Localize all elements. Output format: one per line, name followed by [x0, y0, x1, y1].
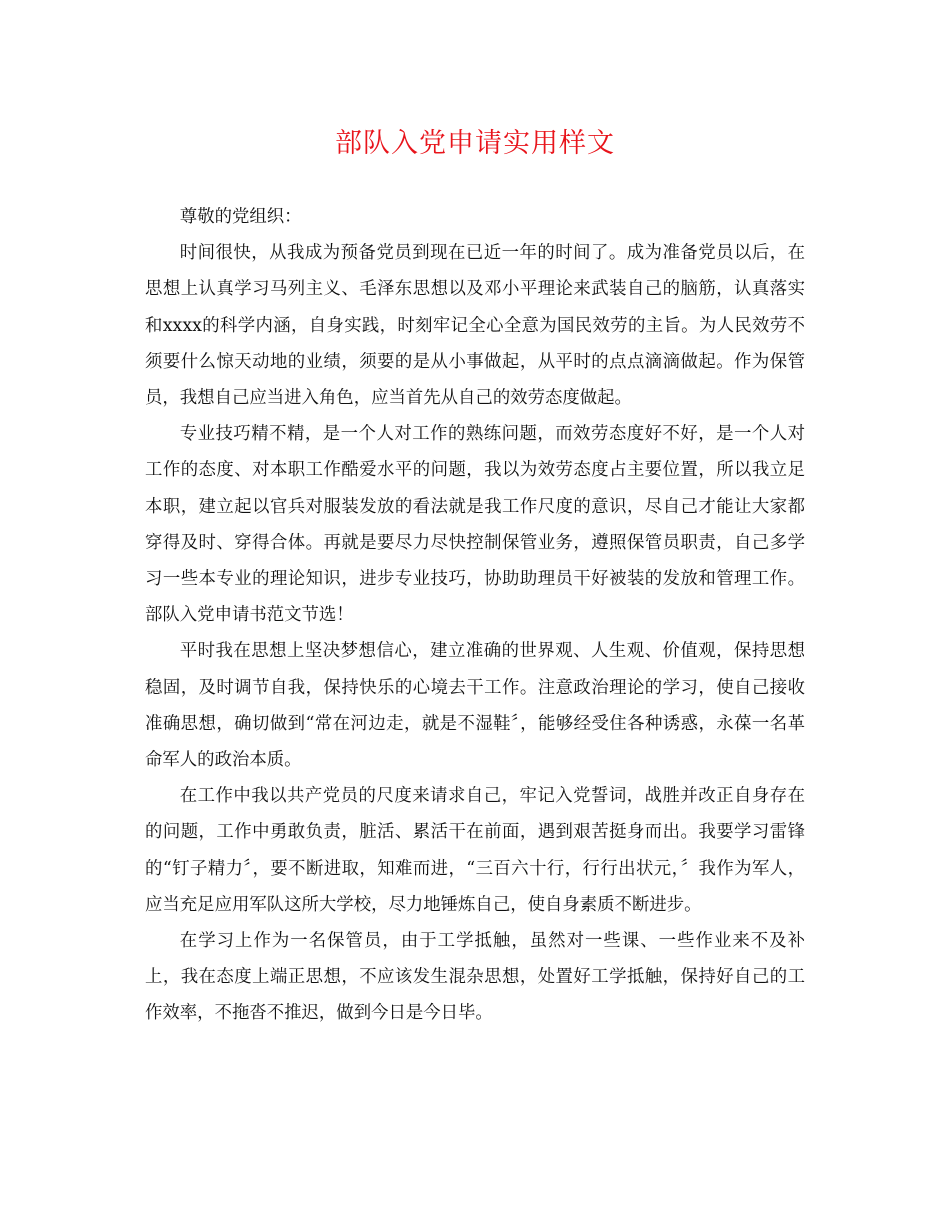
salutation: 尊敬的党组织：	[179, 207, 302, 227]
document-body	[145, 199, 805, 1032]
paragraph-5: 在学习上作为一名保管员，由于工学抵触，虽然对一些课、一些作业来不及补上，我在态度上端正思想，不应该发生混杂思想，处置好工学抵触，保持好自己的工作效率，不拖沓不推迟，做到今日是今日毕。	[145, 931, 805, 1024]
paragraph-4: 在工作中我以共产党员的尺度来请求自己，牢记入党誓词，战胜并改正自身存在的问题，工作中勇敢负责，脏活、累活干在前面，遇到艰苦挺身而出。我要学习雷锋的“钉子精力〞，要不断进取，知难而进，“三百六十行，行行出状元，〞我作为军人，应当充足应用军队这所大学校，尽力地锤炼自己，使自身素质不断进步。	[145, 786, 805, 915]
paragraph-3: 平时我在思想上坚决梦想信心，建立准确的世界观、人生观、价值观，保持思想稳固，及时调节自我，保持快乐的心境去干工作。注意政治理论的学习，使自己接收准确思想，确切做到“常在河边走，就是不湿鞋〞，能够经受住各种诱惑，永葆一名革命军人的政治本质。	[145, 641, 805, 771]
document-title: 部队入党申请实用样文	[335, 128, 615, 159]
paragraph-1: 时间很快，从我成为预备党员到现在已近一年的时间了。成为准备党员以后，在思想上认真学习马列主义、毛泽东思想以及邓小平理论来武装自己的脑筋，认真落实和xxxx的科学内涵，自身实践，时刻牢记全心全意为国民效劳的主旨。为人民效劳不须要什么惊天动地的业绩，须要的是从小事做起，从平时的点点滴滴做起。作为保管员，我想自己应当进入角色，应当首先从自己的效劳态度做起。	[145, 243, 805, 409]
paragraph-2: 专业技巧精不精，是一个人对工作的熟练问题，而效劳态度好不好，是一个人对工作的态度、对本职工作酷爱水平的问题，我以为效劳态度占主要位置，所以我立足本职，建立起以官兵对服装发放的看法就是我工作尺度的意识，尽自己才能让大家都穿得及时、穿得合体。再就是要尽力尽快控制保管业务，遵照保管员职责，自己多学习一些本专业的理论知识，进步专业技巧，协助助理员干好被装的发放和管理工作。部队入党申请书范文节选！	[145, 424, 805, 626]
